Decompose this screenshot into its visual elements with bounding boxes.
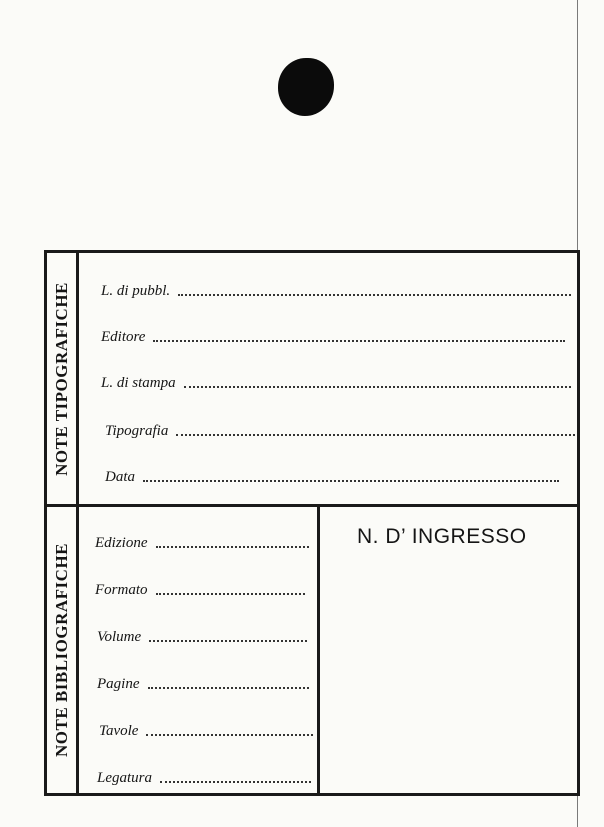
column-divider (317, 507, 320, 793)
field-volume[interactable] (97, 629, 307, 646)
field-edizione[interactable] (95, 535, 309, 552)
side-label-column (47, 507, 79, 793)
field-luogo-pubblicazione[interactable] (101, 283, 571, 300)
field-tipografia[interactable] (105, 423, 575, 440)
side-label-tipografiche: NOTE TIPOGRAFICHE (51, 281, 71, 476)
field-label: Legatura (97, 770, 153, 786)
field-label: Pagine (97, 676, 140, 692)
field-label: Data (105, 469, 135, 485)
catalog-card (44, 250, 580, 796)
field-tavole[interactable] (99, 723, 313, 740)
numero-ingresso-label: N. D’ INGRESSO (357, 525, 527, 548)
dotted-line (153, 339, 565, 342)
field-label: Formato (95, 582, 148, 598)
note-tipografiche-section (47, 253, 577, 507)
field-label: Tipografia (105, 423, 169, 439)
dotted-line (146, 733, 313, 736)
field-label: Editore (101, 329, 146, 345)
dotted-line (156, 545, 310, 548)
dotted-line (143, 479, 559, 482)
field-pagine[interactable] (97, 676, 309, 693)
field-legatura[interactable] (97, 770, 311, 787)
field-luogo-stampa[interactable] (101, 375, 571, 392)
dotted-line (178, 293, 571, 296)
field-label: L. di stampa (101, 375, 176, 391)
dotted-line (176, 433, 575, 436)
dotted-line (184, 385, 571, 388)
punch-hole (278, 58, 334, 116)
note-bibliografiche-section (47, 507, 577, 793)
dotted-line (149, 639, 307, 642)
field-label: Volume (97, 629, 142, 645)
side-label-bibliografiche: NOTE BIBLIOGRAFICHE (51, 542, 71, 758)
side-label-column (47, 253, 79, 504)
field-label: Tavole (99, 723, 139, 739)
dotted-line (148, 686, 310, 689)
field-label: Edizione (95, 535, 148, 551)
field-editore[interactable] (101, 329, 565, 346)
dotted-line (156, 592, 306, 595)
field-formato[interactable] (95, 582, 305, 599)
field-label: L. di pubbl. (101, 283, 171, 299)
field-data[interactable] (105, 469, 559, 486)
dotted-line (160, 780, 311, 783)
